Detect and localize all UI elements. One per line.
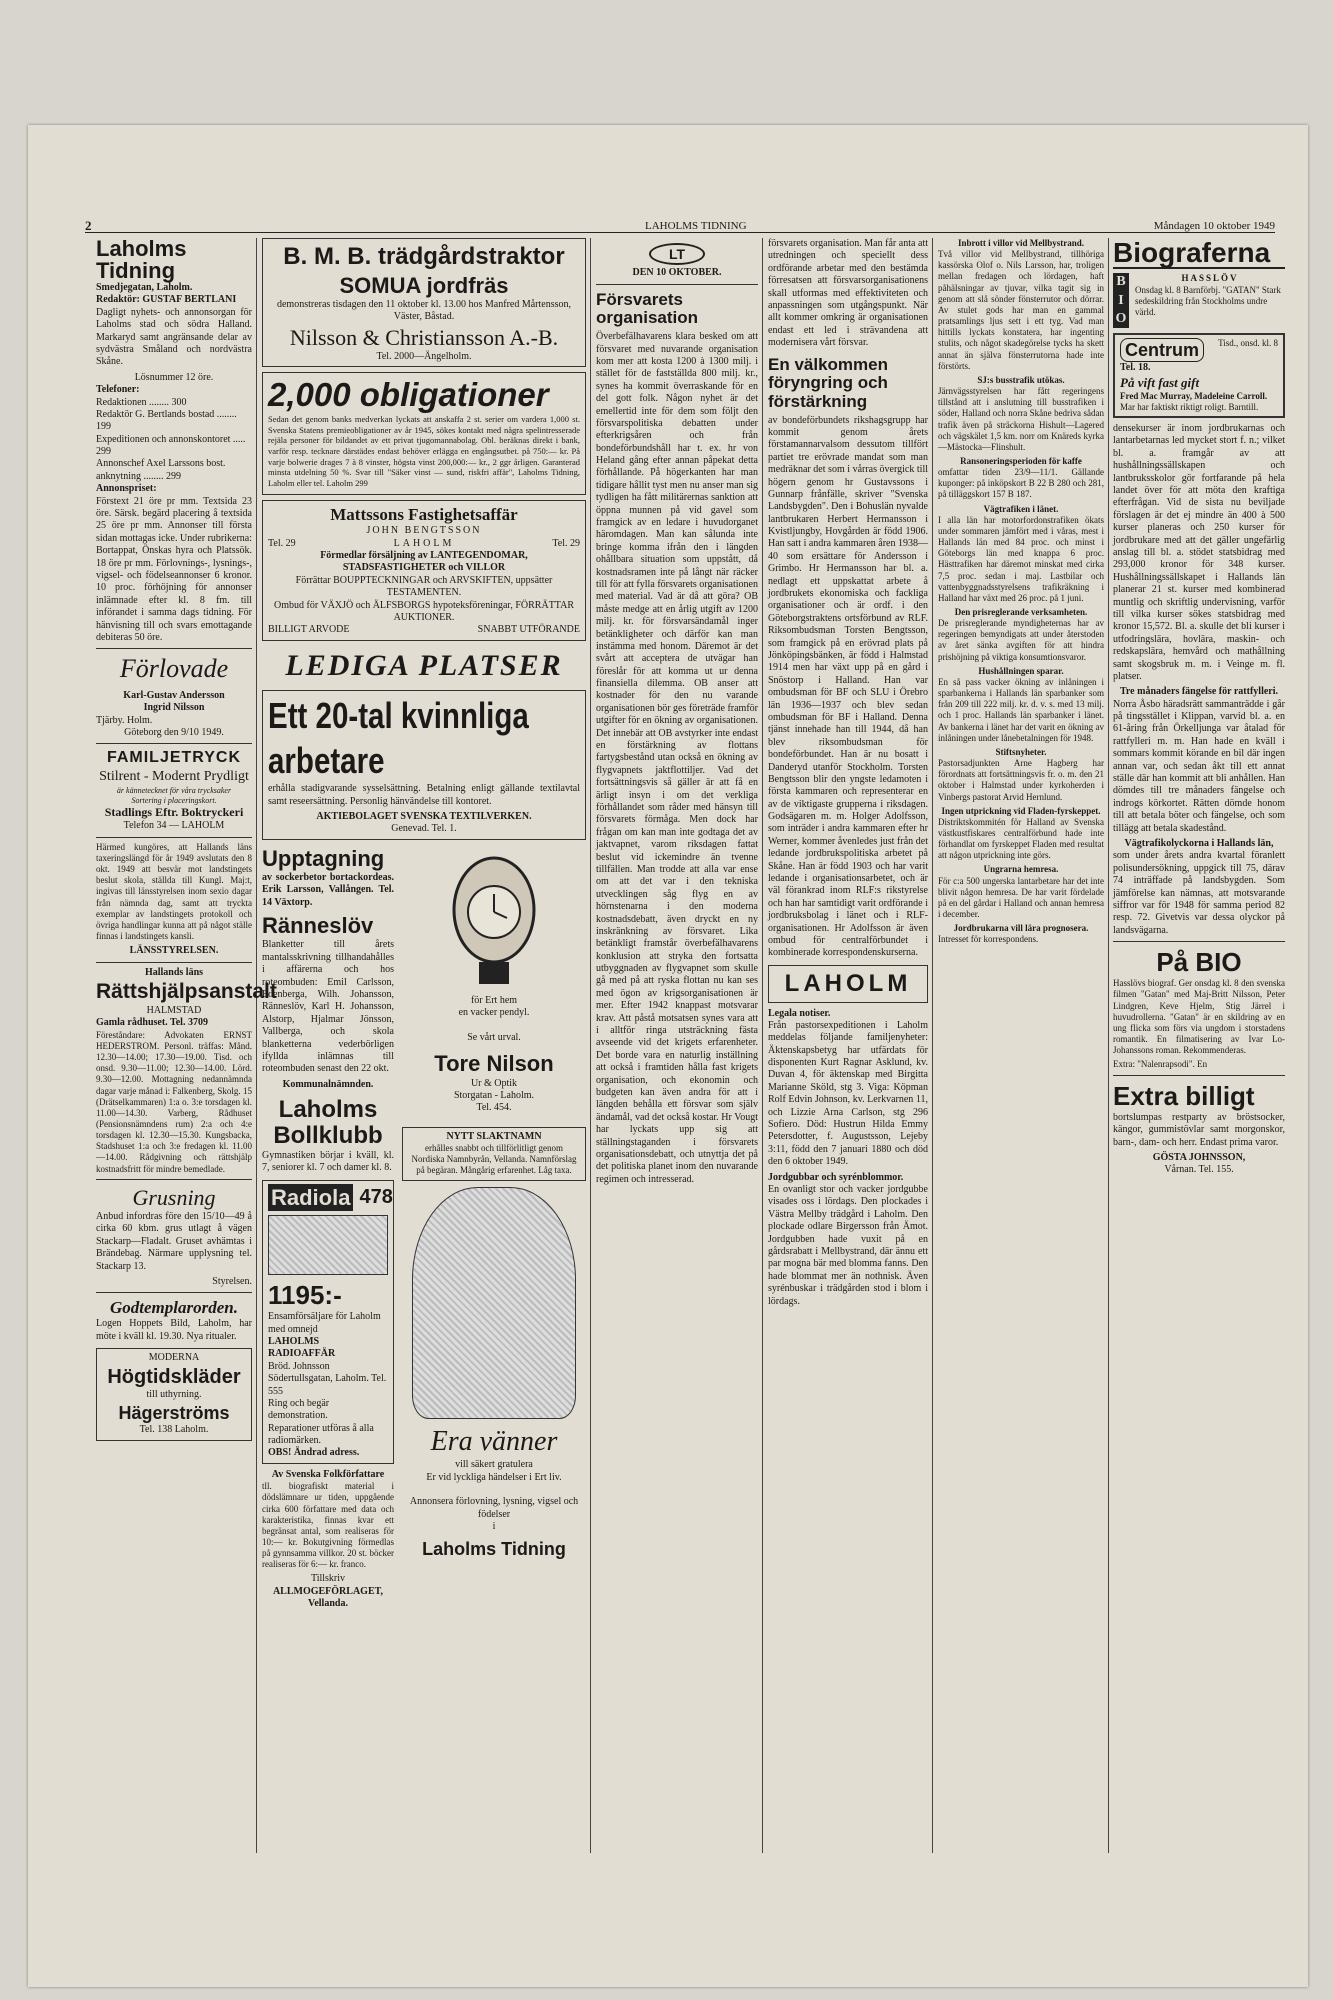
pa-bio-heading: På BIO [1156,947,1242,978]
godtemplar-body: Logen Hoppets Bild, Laholm, har möte i kväll kl. 19.30. Nya ritualer. [96,1318,252,1342]
upptagning-body: av sockerbetor bortackordeas. Erik Larsson, Vallången. Tel. 14 Växtorp. [262,871,394,908]
prices-text: Förstext 21 öre pr mm. Textsida 23 öre. Särsk. begärd placering å textsida 25 öre pr mm. Annonser till första sidan mottagas icke. Under rubrikerna: Bortappat, Önskas hyra och Platssök. 18 öre pr mm. Förlovnings-, lysnings-, vigsel- och födelseannonser 6 kronor. 10 proc. förhöjning för annonser inlämnade efter kl. 8 fm. till införandet i samma dags tidning. För hänvisning till och svars emottagande debiteras 50 öre. [96,495,252,643]
lt-logo: LT [649,243,705,265]
bio-letter: O [1115,310,1127,326]
grusning-body: Anbud infordras före den 15/10—49 å cirka 60 kbm. grus utlagt å vägen Stackarp—Fladalt. Gruset avhämtas i Brändebag. Närmare upplysning tel. Stackarp 13. [96,1211,252,1272]
centrum-day: Tisd., onsd. kl. 8 [1218,337,1278,348]
column-1 [96,236,277,1853]
folkforfattare-heading: Av Svenska Folkförfattare [271,1468,385,1480]
folkforfattare-firm: ALLMOGEFÖRLAGET, Vellanda. [272,1585,384,1610]
column-3 [596,238,758,1853]
radiola-repairs: Reparationer utföras å alla radiomärken. [268,1422,374,1447]
bmb-demo: demonstreras tisdagen den 11 oktober kl. 13.00 hos Manfred Mårtensson, Väster, Båstad. [276,299,571,323]
obligationer-body: Sedan det genom banks medverkan lyckats att anskaffa 2 st. serier om vardera 1,000 st. Svenska Statens premieobligationer av år 1945, sökes kontakt med några spelintresserade rejäla personer för bildandet av ett privat tjugomannabolag. Obl. beräknas direkt i bank, varför resp. tecknare därstädes endast behöver erlägga en engångsutbet. på 750:— kr. På varje bolwerie drages 7 à 8 vinster, högsta vinst 200,000:— kr., 2 ggr årligen. Garanterad minsta utdelning 50 %. Svar till "Säker vinst — sund, riskfri affär", Laholms Tidning, Laholm eller tel. Laholm 299 [268,414,580,488]
familjetryck-sort: Sortering i placeringskort. [131,795,217,805]
centrum-ad [1113,333,1285,418]
column-4 [768,238,928,1853]
pris-body: De prisreglerande myndigheternas har av regeringen bemyndigats att under återstoden av året sänka avgiften för att hindra prishöjning på viktiga konsumtionsvaror. [938,618,1104,662]
radiola-ad [262,1180,394,1464]
hagerstroms-ad [96,1348,252,1440]
mattssons-phone-row [268,538,580,550]
centrum-heading: Centrum [1120,338,1204,362]
vagtrafik-lanet-body: I alla län har motorfordonstrafiken ökats under sommaren jämfört med i våras, mest i Hallands län med 84 proc. och minst i Göteborgs län med knappa 6 proc. Hästtrafiken har däremot minskat med cirka 7,5 proc. sedan i maj. Lastbilar och vattenbyggnadsstyrelsens trafikräkning i Halland har växt med 26 proc. på 1 juni. [938,514,1104,603]
hasslov-ad [1113,273,1285,328]
kvinnliga-body: erhålla stadigvarande sysselsättning. Betalning enligt gällande textilavtal samt reseersättning. Personlig hänvändelse till kontoret. [268,783,580,807]
radiola-logo: Radiola [268,1184,353,1211]
mattssons-body-2: Förrättar BOUPPTECKNINGAR och ARVSKIFTEN, uppsätter TESTAMENTEN. [295,574,553,599]
folkforfattare-sign: Tillskriv [310,1573,346,1585]
centrum-actors: Fred Mac Murray, Madeleine Carroll. [1120,390,1268,401]
page-number: 2 [85,218,92,233]
phone-line: Redaktionen ........ 300 [96,396,187,408]
rattshjalp-heading: Rättshjälpsanstalt [96,979,277,1003]
legala-heading: Legala notiser. [768,1007,831,1019]
familjetryck-heading: FAMILJETRYCK [106,749,242,767]
obligationer-ad [262,372,586,495]
forsvar-continued: försvarets organisation. Man får anta att utredningen och speciellt dess ordförande arbetar med den bestämda förresatsen att försvarsorganisationens skall utformas med effektiviteten och anpassningen som utgångspunkt. När allt kommer omkring är organisationen endast ett led i strävandena att modernisera vårt försvar. [768,238,928,349]
ungrarna-body: För c:a 500 ungerska lantarbetare har det inte blivit någon hemresa. De har varit fördelade på en del gårdar i Halland och annan hemresa i december. [938,875,1104,920]
buss-heading: SJ:s busstrafik utökas. [977,374,1065,385]
prices-title: Annonspriset: [96,483,157,495]
mattssons-city: LAHOLM [393,537,455,549]
ranneslov-body: Blanketter till årets mantalsskrivning tillhandahålles i affärerna och hos roteombuden: Emil Carlsson, Edenberga, Wilh. Johansson, Ränneslöv, Karl H. Johansson, Alstorp, Hjalmar Jönsson, Vallberga, och skola blanketterna vederbörligen ifyllda inlämnas till roteombuden senast den 22 okt. [262,939,394,1075]
engaged-name: Karl-Gustav Andersson [123,689,225,701]
inbrott-body: Två villor vid Mellbystrand, tillhöriga kassörska Olof o. Nils Larsson, har, troligen mellan fredagen och lördagen, haft påhälsningar av tjuvar, vilka tagit sig in genom att slå sönder fönsterrutor och dörrar. Av stulet gods har man en gammal pratsamlings ljus sett i ett tyg. Vad man hittills lyckats konstatera, har ingenting stulits, och något skadegörelse tycks ha skett annat än själva fönsterrutorna hade inte förstörts. [938,249,1104,371]
lt-date: DEN 10 OKTOBER. [632,267,722,279]
mattssons-ad [262,500,586,641]
halmstad-label: HALMSTAD [146,1004,202,1016]
familjetryck-note: är kännetecknet för våra trycksaker [116,785,232,795]
familjetryck-style: Stilrent - Modernt Prydligt [99,769,249,785]
bollklubb-body: Gymnastiken börjar i kväll, kl. 7, seniorer kl. 7 och damer kl. 8. [262,1149,394,1174]
hushall-body: En så pass vacker ökning av inlåningen i sparbankerna i Hallands län sparbanker som från 209 till 222 milj. kr. d. v. s. med 13 milj. och 1 proc. Hallands län sparbanker i länet. Av bankerna i länet har det varit en ökning av inlåningen under lånebetalningen för 1948. [938,676,1104,743]
column-6 [1113,238,1285,1853]
godtemplar-heading: Godtemplarorden. [110,1298,238,1318]
column-2 [262,238,586,1853]
forsvar-body: Överbefälhavarens klara besked om att försvaret med nuvarande organisation kom mer att kosta 1200 à 1300 milj. i stället för de fastställda 800 milj. kr., synes ha kommit överraskande för en del gott folk. Någon nyhet är det emellertid inte för dem som följt den försvarspolitiska debatten under efterkrigsåren och från bondeförbundshåll har t. ex. hr von Heland gång efter annan påpekat detta förhållande. På högerkanten har man tidigare hållit tyst men nu anser man sig tydligen ha fått militärernas sanktion att öppna munnen på vid gavel som framgick av en ledare i huvudorganet häromdagen. Man kan sålunda inte bringe komma ifrån den i längden ohållbara situation som uppstått, då kostnadsramen inte på långt när räcker till för att fylla försvarets organisationen med material. Vad är då att göra? OB måste medge att en årlig utgift av 1200 milj. kr. för försvarsändamål inger betänkligheter och därför kan man instämma med honom. Däremot är det svårt att acceptera de utvägar han föreslår för att komma ut ur denna finansiella dilemma. OB anser att kostnader för den nu varande organisationen bör ges företräde framför utgifter för en ökning av organisationen. Det innebär att OB avstyrker inte endast en förstärkning av flottans fartygsbestånd utan också en ökning av flygvapnets jaktflottiljer. Vad det fortsättningsvis så gäller är att få en ärligt insyn i om det verkliga förhållandet som råder med hänsyn till försvarets förmåga. Men dock har frågan om kan man inte godtaga det av jaktvapnet, varom riksdagen fattat beslut vid ickemindre än tvenne tillfällen. Man trodde att alla var ense om att det var i den tekniska utvecklingen såg flyg en av hörnstenarna i den moderna kostnadsdebatt, även dryckt en ny inskränkning av försvaret. Lika betänkligt framstår överbefälhavarens konklusion att stryka den fortsatta utbyggnaden av flygvapnet som skulle gå med på att ryska flottan nu kan ses med ögon av krigsorganisationen är mer. Efter 1942 knappast motsvarar krav. Att påstå motsatsen synes vara att i alltför ringa utsträckning fästa avseende vid det krigets erfarenheter. Det borde vara en naturlig inställning att också i framtiden hålla fast krigets organisation, och ekonomin och budgeten kan även andra för att i längden behålla ett försvar som själv ändamål, vad det också kostar. Hr Vougt har lyckats upp sig att ställningstaganden i försvarets organisationsdebatt, och utnyttja det på det politiska planet inom den nuvarande regimen och intresserad. [596,331,758,1185]
hasslov-label: HASSLÖV [1181,273,1239,284]
ranson-heading: Ransoneringsperioden för kaffe [960,455,1082,466]
tore-nilson-info: Ur & Optik Storgatan - Laholm. Tel. 454. [453,1077,535,1114]
buss-body: Järnvägsstyrelsen har fått regeringens tillstånd att i anslutning till busstrafiken i söder, Halland och norra Skåne bedriva sådan trafik även på sträckorna Hishult—Lagered och vägskälet 1,5 km. norr om Knäreds kyrka—Mästocka—Flinshult. [938,386,1104,452]
folkforfattare-body: tll. biografiskt material i dödslämnare ur tiden, uppgående cirka 600 författare med data och karakteristika, finnas kvar ett begränsat antal, som realiseras för 10:— kr. Bokutgivning förmedlas på gynnsamma villkor. 20 st. böcker realiseras för 6:— kr. franco. [262,1481,394,1570]
bmb-ad [262,238,586,367]
era-vanner-text: vill säkert gratulera Er vid lyckliga händelser i Ert liv. Annonsera förlovning, lysning, vigsel och födelser i [409,1459,579,1533]
mattssons-owner: JOHN BENGTSSON [366,525,482,537]
grusning-heading: Grusning [132,1184,216,1210]
mattssons-footer-left: BILLIGT ARVODE [268,624,350,636]
paper-info: Dagligt nyhets- och annonsorgan för Laholms stad och södra Halland. Markaryd samt angränsande delar av sydvästra Småland och nordvästra Skåne. [96,306,252,368]
rattshjalp-address: Gamla rådhuset. Tel. 3709 [96,1017,208,1029]
vagtrafikolyckor-body: som under årets andra kvartal föranlett polisundersökning, uppgick till 75, därav 74 inträffade på landsbygden. Som jämförelse kan nämnas, att motsvarande siffror var för 1948 för samma period 82 resp. 72. Givetvis var dessa olyckor på landsvägarna. [1113,850,1285,936]
valkommen-heading: En välkommen föryngring och förstärkning [768,354,888,411]
column-rule [1108,238,1109,1853]
mattssons-footer [268,624,580,636]
bio-letter: B [1116,274,1126,290]
stifts-heading: Stiftsnyheter. [995,746,1047,757]
bio-letter: I [1118,292,1124,308]
kurser-body: densekurser är inom jordbrukarnas och lantarbetarnas led mycket stort f. n.; vilket bl. a. framgår av att hushållningssällskapen och lantbruksskolor gör fortfarande på hela landet över för att möta den kraftiga efterfrågan. Vid de sista nu beviljade förslagen är det ej mindre än 400 à 500 kurser planeras och 250 kurser för jordbrukare med att det gäller ungefärlig anslag till bl. a. stödet statsbidrag med 293,000 kronor för 348 kurser. Hushållningssällskapet i Hallands län planerar 21 st. kurser med kombinerad muntlig och skriftlig undervisning, varför till vilka kurser sökes statsbidrag med kronor 15,572. Bl. a. skulle det bli kurser i utfodringslära, hovlära, maskin- och redskapslära, hemvård och mathållning samt skogsbruk m. m. i Veinge m. fl. platser. [1113,423,1285,682]
era-vanner-heading: Era vänner [430,1425,558,1457]
bollklubb-heading: Laholms Bollklubb [273,1096,383,1150]
radiola-price: 1195:- [268,1279,342,1310]
pa-bio-body: Hasslövs biograf. Ger onsdag kl. 8 den svenska filmen "Gatan" med Maj-Britt Nilsson, Peter Lindgren, Keve Hjelm, Stig Järrel i huvudrollerna. "Gatan" är en skildring av en ung flicka som förs via ungdom i storstadens romantik. En filmatisering av Ivar Lo-Johanssons roman. Rekommenderas. [1113,978,1285,1056]
hushall-heading: Hushållningen sparar. [978,665,1064,676]
phone-line: Annonschef Axel Larssons bost. anknytning ........ 299 [96,458,226,482]
column-rule [932,238,933,1853]
radiola-address: Södertullsgatan, Laholm. Tel. 555 [268,1373,387,1397]
radiola-demo: Ring och begär demonstration. [268,1397,330,1422]
nilsson-name: Nilsson & Christiansson A.-B. [289,324,559,350]
legala-body: Från pastorsexpeditionen i Laholm meddelas följande familjenyheter: Äktenskapsbetyg har utfärdats för disponenten Kurt Ragnar Asklund, kv. Duvan 4, för äktenskap med Birgitta Marianne Sköld, stg 3. Viga: Köpman Rolf Edvin Johnson, kv. Lerkvarnen 11, och Lizzie Arna Carlson, stg 296 Sofiero. Död: Hustrun Hilda Emmy Petersdotter, f. Augustsson, Lejeby 3:11, född den 7 januari 1880 och död den 6 oktober 1949. [768,1019,928,1168]
mattssons-footer-right: SNABBT UTFÖRANDE [477,624,580,636]
column-rule [590,238,591,1853]
masthead: Laholms Tidning [96,236,187,283]
column-rule [762,238,763,1853]
prydnad-text: för Ert hem en vacker pendyl. Se vårt urval. [458,994,530,1043]
hallands-label: Hallands läns [144,966,204,978]
masthead-address: Smedjegatan, Laholm. [96,282,193,293]
upptagning-heading: Upptagning [262,845,385,871]
kvinnliga-city: Genevad. Tel. 1. [391,823,457,835]
laholm-section-box [768,965,928,1003]
hagerstroms-phone: Tel. 138 Laholm. [139,1424,209,1436]
pa-bio-extra: Extra: "Nalenrapsodi". En [1113,1059,1208,1070]
fangelse-heading: Tre månaders fängelse för rattfylleri. [1119,686,1278,698]
lediga-platser-heading: LEDIGA PLATSER [285,648,563,682]
hogtid-heading: Högtidskläder [107,1365,241,1388]
centrum-film: På vift fast gift [1120,374,1200,390]
slaktnamn-ad: NYTT SLAKTNAMN erhålles snabbt och tillförlitligt genom Nordiska Namnbyrån, Vellanda. Namnförslag på begäran. Mångårig erfarenhet. Låg taxa. [402,1127,586,1181]
county-notice-sign: LÄNSSTYRELSEN. [129,945,219,957]
phones-title: Telefoner: [96,384,140,396]
grusning-sign: Styrelsen. [212,1276,252,1287]
radiola-model: 478 [359,1185,393,1208]
mattssons-body-3: Ombud för VÄXJÖ och ÄLFSBORGS hypoteksföreningar, FÖRRÄTTAR AUKTIONER. [274,599,574,623]
mattssons-phone-right: Tel. 29 [552,537,580,549]
mattssons-heading: Mattssons Fastighetsaffär [330,505,518,525]
nilsson-phone: Tel. 2000—Ängelholm. [376,351,472,363]
editor: Redaktör: GUSTAF BERTLANI [96,294,237,306]
single-copy-price: Lösnummer 12 öre. [134,371,214,383]
lady-illustration [412,1187,576,1419]
valkommen-body: av bondeförbundets rikshagsgrupp har kommit genom årets förstamannarvalsom dessutom tillfört partiet tre erövrade mandat som man medräknar det som i vårras övergick till högern genom hr Gustavssons i Gunnarp frånfälle, skriver "Svenska Landsbygden". Den i Bohuslän nyvalde lantbrukaren Herbert Hermansson i Kvistljungby, Hovgården är född 1906. Han satt i andra kammaren åren 1938—40 som ersättare för Andersson i Grimbo. Hr Hermansson har bl. a. nedlagt ett uppskattat arbete å jordbrukets ekonomiska och fackliga organisationer och är ordf. i den Göteborgstraktens ortsförbund av RLF. Riksombudsman Torsten Bengtsson, som framgick på en erövrad plats på Jönköpingsbänken, är född i Halmstad 1914 men har växt upp på en gård i Snöstorp i Halland. Han var ombudsman för BF och SLU i Örebro län 1936—1937 och blev sedan ombudsman för BF i Halland. Denna tjänst innehade han till 1944, då han blev riksombudsman för bondeförbundet. Han är nu bosatt i Danderyd utanför Stockholm. Torsten Bengtsson blir den yngste ledamoten i första kammaren och representerar en av de viktigaste grupperna i riksdagen. Godsägaren m. m. Holger Adolfsson, som inträder i andra kammaren efter hr Werner, kommer åvenledes just från det ledande jordbrukspolitiska arbetet på Skåne. Han är född 1903 och har varit ledande i organisationsarbetet, och är väl förankrad inom RLF:s rikstyrelse och han har samtidigt varit ordförande i jordbruksbolag i länet och i RLF-organisationen. Hr Adolfsson är även ombud för centralförbundet i kombinerade korrespondenskurserna. [768,414,928,959]
radiola-body: Ensamförsäljare för Laholm med omnejd [268,1311,381,1335]
biograferna-heading: Biograferna [1113,238,1285,269]
radiola-owner: Bröd. Johnsson [268,1360,330,1372]
kvinnliga-heading: Ett 20-tal kvinnliga arbetare [268,694,529,781]
ranson-body: omfattar tiden 23/9—11/1. Gällande kuponger: på inköpskort B 22 B 280 och 281, på tilläggskort 157 B 187. [938,467,1104,500]
mattssons-body: Förmedlar försäljning av LANTEGENDOMAR, STADSFASTIGHETER och VILLOR [320,549,528,574]
tore-nilson: Tore Nilson [434,1051,554,1077]
phone-line: Expeditionen och annonskontoret ..... 299 [96,433,246,458]
mattssons-phone-left: Tel. 29 [268,537,296,549]
fladen-heading: Ingen utprickning vid Fladen-fyrskeppet. [941,805,1101,816]
moderna-label: MODERNA [148,1352,200,1364]
jordgubbar-body: En ovanligt stor och vacker jordgubbe visades oss i lördags. Den plockades i Västra Mellby trädgård i Laholm. Den plockade odlare Birgersson från Ämot. Jordgubben hade vuxit på en gårdsrabatt i Mellbystrand, där ännu ett par mogna bär med blomma fanns. Den hade blommat mer än nothnisk. Även syrénbuskar i trädgården stod i blom i lördags. [768,1183,928,1307]
jordbrukarna-body: Intresset för korrespondens. [938,934,1039,945]
laholm-heading: LAHOLM [784,969,912,997]
somua-heading: SOMUA jordfräs [339,272,509,298]
kvinnliga-firm: AKTIEBOLAGET SVENSKA TEXTILVERKEN. [316,810,532,822]
hasslov-body: Onsdag kl. 8 Barnförbj. "GATAN" Stark sedeskildring från Stockholms undre värld. [1135,284,1281,317]
extra-billigt-body: bortslumpas restparty av bröstsocker, kängor, gummistövlar samt morgonskor, barn-, dam- och herr. Endast prima varor. [1113,1111,1285,1148]
inbrott-heading: Inbrott i villor vid Mellbystrand. [958,238,1084,248]
column-rule [256,238,257,1853]
bmb-heading: B. M. B. trädgårdstraktor [283,243,565,270]
kvinnliga-ad [262,690,586,840]
jordgubbar-heading: Jordgubbar och syrénblommor. [768,1171,904,1183]
county-notice: Härmed kungöres, att Hallands läns taxeringslängd för år 1949 avslutats den 8 okt. 1949 att besvär mot landstingets beslut skola, ställda till Kungl. Maj:t, ingivas till länsstyrelsen inom sexio dagar från nämnda dag, samt att tryckta exemplar av landstingets protokoll och övriga handlingar kunna att på något ställe finnas i landstingets kansli. [96,841,252,941]
radio-image [268,1215,388,1275]
pris-heading: Den prisreglerande verksamheten. [954,607,1088,617]
engaged-date: Göteborg den 9/10 1949. [124,727,224,739]
column-5 [938,238,1104,1853]
extra-billigt-heading: Extra billigt [1113,1080,1255,1111]
hagerstroms-name: Hägerströms [118,1402,230,1423]
stadlings-name: Stadlings Eftr. Boktryckeri [104,805,244,820]
uthyrning-label: till uthyrning. [146,1389,202,1401]
ranneslov-heading: Ränneslöv [262,913,374,939]
lt-logo-block [596,246,758,280]
gosta-name: GÖSTA JOHNSSON, [1152,1151,1246,1163]
obligationer-heading: 2,000 obligationer [268,376,549,414]
centrum-phone: Tel. 18. [1120,362,1151,374]
vagtrafikolyckor-heading: Vägtrafikolyckorna i Hallands län, [1124,837,1274,849]
centrum-desc: Mar har faktiskt riktigt roligt. Barntill. [1120,401,1259,412]
forlovade-heading: Förlovade [119,654,229,684]
radiola-obs: OBS! Ändrad adress. [268,1447,360,1459]
ranneslov-sign: Kommunalnämnden. [282,1078,374,1090]
phone-line: Redaktör G. Bertlands bostad ........ 199 [96,408,237,433]
forsvar-heading: Försvarets organisation [596,289,699,328]
radiola-firm: LAHOLMS RADIOAFFÄR [268,1335,336,1360]
clock-image [402,845,586,995]
stadlings-phone: Telefon 34 — LAHOLM [123,820,225,832]
fladen-body: Distriktskommitén för Halland av Svenska västkustfiskares centralförbund hade inte förhandlat om fyrskeppet Fladen med resultat att någon utprickning inte görs. [938,816,1104,861]
ungrarna-heading: Ungrarna hemresa. [983,864,1059,875]
fangelse-body: Norra Åsbo häradsrätt sammanträdde i går på tingsstället i Klippan, varvid bl. a. en 61-åring från Örkelljunga var åtalad för rattfylleri m. m. Han hade en kväll i sommars kommit körande en bil där ingen annan var, och sedan åkt till ett annat ställe där han kommit att bli anhållen. Han dömdes till tre månaders fängelse och indrogs körkortet. Rätten dömde honom till att betala böter och fängelse, och som tillägg att betala skadestånd. [1113,698,1285,834]
vagtrafik-lanet-heading: Vägtrafiken i länet. [983,503,1059,514]
page-header [85,218,1275,233]
paper-name: LAHOLMS TIDNING [645,220,747,232]
issue-date: Måndagen 10 oktober 1949 [1153,220,1275,232]
gosta-address: Vårnan. Tel. 155. [1164,1164,1234,1176]
stifts-body: Pastorsadjunkten Arne Hagberg har förordnats att fortsättningsvis fr. o. m. den 21 oktober i Halmstad under kyrkoherden i Vinbergs pastorat Arvid Hernlund. [938,758,1104,802]
engaged-places: Tjärby. Holm. [96,714,153,726]
right-ad-column [402,845,586,1611]
laholms-tidning-logo: Laholms Tidning [422,1538,566,1559]
jordbrukarna-heading: Jordbrukarna vill lära prognosera. [953,923,1089,934]
rattshjalp-body: Föreståndare: Advokaten ERNST HEDERSTROM. Personl. träffas: Månd. 12.30—14.00; 17.30—19.00. Tisd. och onsd. 9.30—11.00; 12.30—14.00. Lörd. 9.30—12.00. Mottagning nedannämnda dagar varje månad i: Falkenberg, Skolg. 15 (Drätselkammaren) 1:a o. 3:e torsdagen kl. 11.00—14.30. Varberg, Rådhuset (Pensionsnämndens rum) 2:a och 4:e torsdagen kl. 12.30—15.30. Kungsbacka, Stadshuset 1:a och 3:e fredagen kl. 11.00—14.00. Rådgivning och rättshjälp kostnadsfritt för mindre bemedlade. [96,1029,252,1174]
engaged-name: Ingrid Nilsson [143,702,205,714]
